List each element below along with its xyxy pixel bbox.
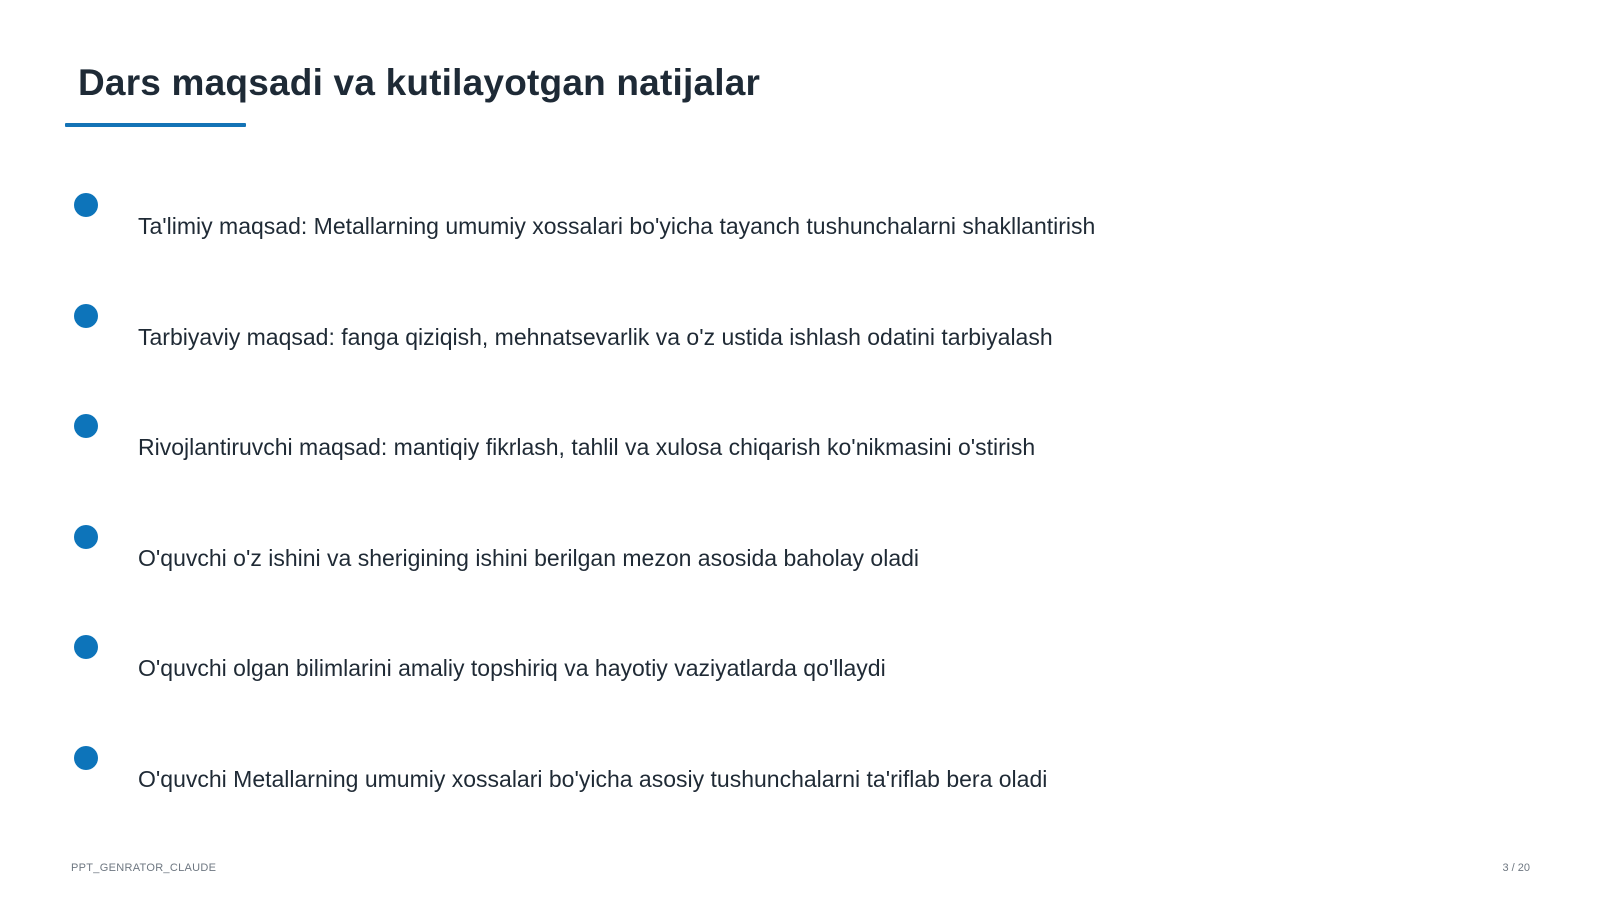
bullet-item xyxy=(72,746,1532,826)
page-indicator: 3 / 20 xyxy=(1502,862,1530,874)
bullet-dot-icon xyxy=(74,635,98,659)
bullet-item xyxy=(72,525,1532,605)
bullet-text: O'quvchi Metallarning umumiy xossalari bo'yicha asosiy tushunchalarni ta'riflab bera oladi xyxy=(138,766,1048,792)
bullet-dot-icon xyxy=(74,414,98,438)
bullet-text: Ta'limiy maqsad: Metallarning umumiy xossalari bo'yicha tayanch tushunchalarni shakllantirish xyxy=(138,213,1096,239)
slide-title: Dars maqsadi va kutilayotgan natijalar xyxy=(78,62,761,103)
bullet-dot-icon xyxy=(74,304,98,328)
bullet-text: Tarbiyaviy maqsad: fanga qiziqish, mehnatsevarlik va o'z ustida ishlash odatini tarbiyalash xyxy=(138,324,1053,350)
footer-generator-label: PPT_GENRATOR_CLAUDE xyxy=(71,862,217,874)
bullet-text: Rivojlantiruvchi maqsad: mantiqiy fikrlash, tahlil va xulosa chiqarish ko'nikmasini o'stirish xyxy=(138,434,1036,460)
bullet-text: O'quvchi olgan bilimlarini amaliy topshiriq va hayotiy vaziyatlarda qo'llaydi xyxy=(138,655,886,681)
bullet-text: O'quvchi o'z ishini va sherigining ishini berilgan mezon asosida baholay oladi xyxy=(138,545,920,571)
bullet-item xyxy=(72,193,1532,273)
bullet-item xyxy=(72,304,1532,384)
bullet-dot-icon xyxy=(74,193,98,217)
bullet-item xyxy=(72,414,1532,494)
bullet-item xyxy=(72,635,1532,715)
bullet-dot-icon xyxy=(74,525,98,549)
bullet-dot-icon xyxy=(74,746,98,770)
